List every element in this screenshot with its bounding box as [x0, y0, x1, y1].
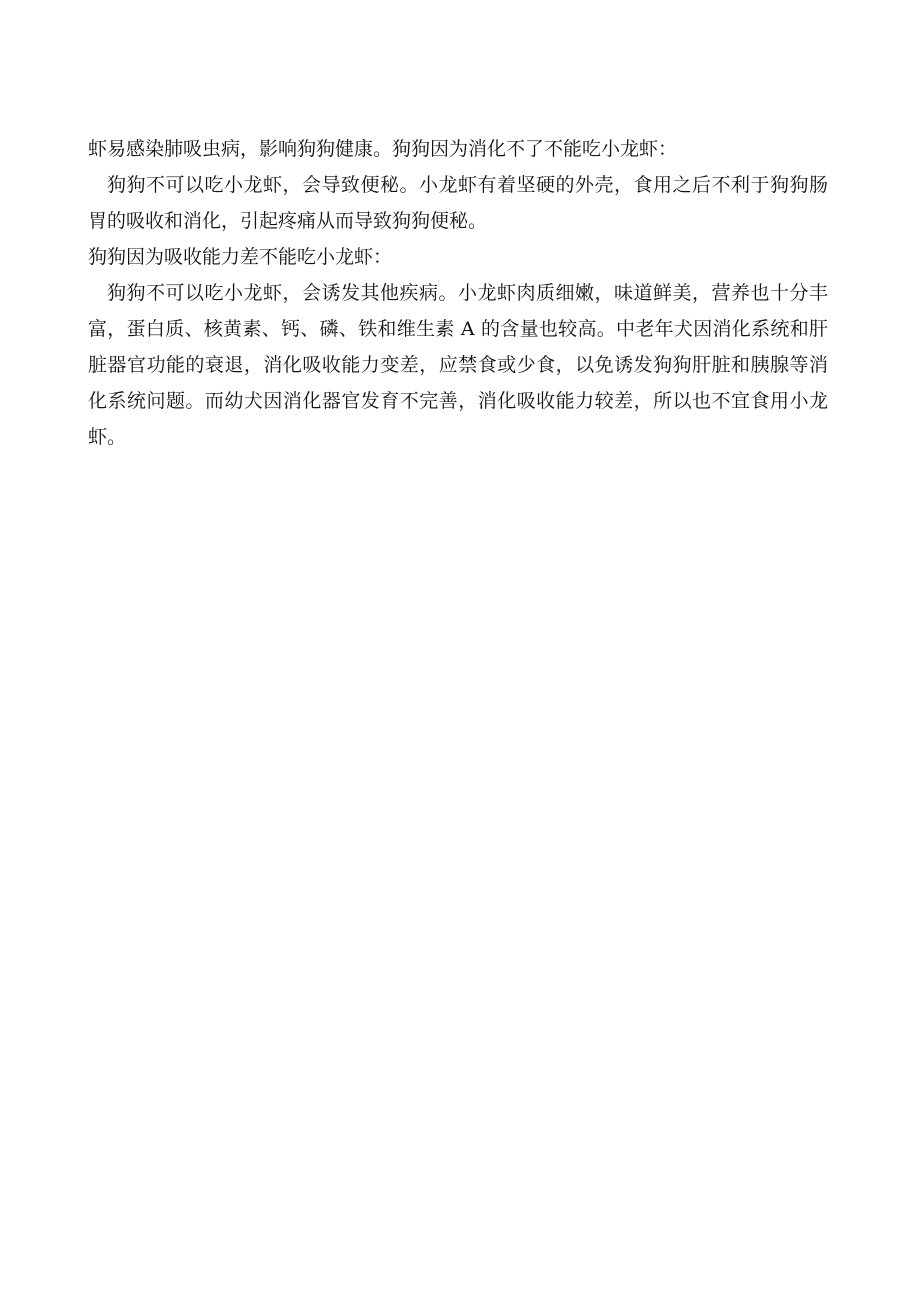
paragraph-lung-fluke-intro: 虾易感染肺吸虫病，影响狗狗健康。狗狗因为消化不了不能吃小龙虾： [88, 138, 678, 160]
document-body [88, 131, 828, 455]
paragraph-other-diseases: 狗狗不可以吃小龙虾，会诱发其他疾病。小龙虾肉质细嫩，味道鲜美，营养也十分丰富，蛋白质、核黄素、钙、磷、铁和维生素 A 的含量也较高。中老年犬因消化系统和肝脏器官功能的衰退，消化吸收能力变差，应禁食或少食，以免诱发狗狗肝脏和胰腺等消化系统问题。而幼犬因消化器官发育不完善，消化吸收能力较差，所以也不宜食用小龙虾。 [88, 282, 828, 448]
paragraph-absorption-heading: 狗狗因为吸收能力差不能吃小龙虾： [88, 246, 393, 268]
paragraph-constipation: 狗狗不可以吃小龙虾，会导致便秘。小龙虾有着坚硬的外壳，食用之后不利于狗狗肠胃的吸收和消化，引起疼痛从而导致狗狗便秘。 [88, 174, 828, 232]
